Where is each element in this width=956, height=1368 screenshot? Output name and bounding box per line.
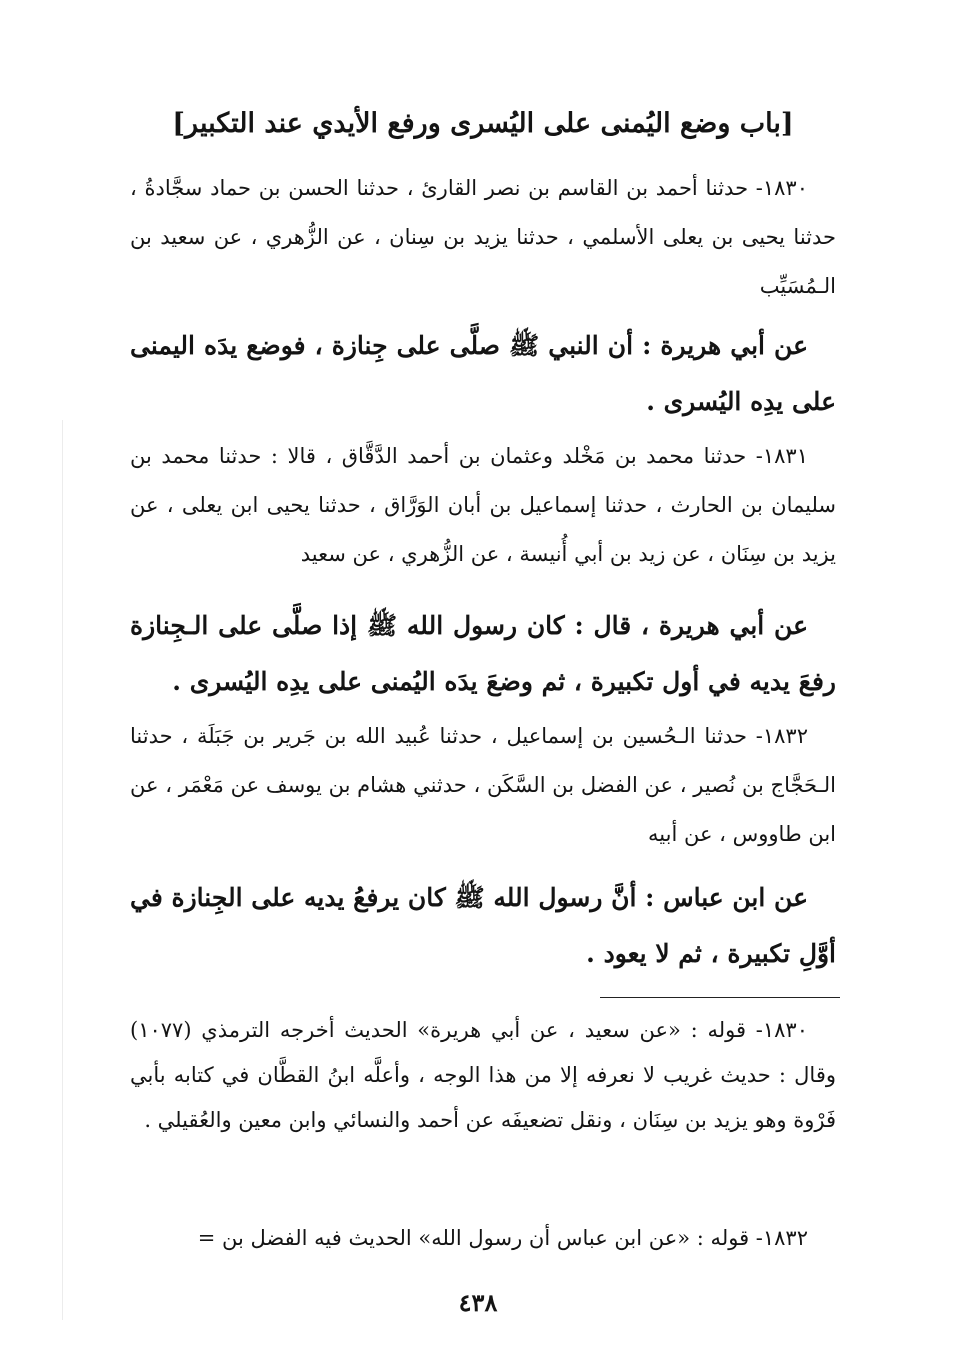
chapter-title: [باب وضع اليُمنى على اليُسرى ورفع الأيدي عند التكبير]: [172, 108, 794, 139]
page-number: ٤٣٨: [458, 1288, 498, 1317]
hadith-1832-matn: عن ابن عباس : أنَّ رسول الله ﷺ كان يرفعُ يديه على الجِنازة في أوَّلِ تكبيرة ، ثم لا يعود .: [130, 883, 836, 968]
hadith-1831-matn: عن أبي هريرة ، قال : كان رسول الله ﷺ إذا صلَّى على الـجِنازة رفعَ يديه في أول تكبيرة ، ثم وضعَ يدَه اليُمنى على يدِه اليُسرى .: [130, 611, 836, 696]
hadith-1830-matn: عن أبي هريرة : أن النبي ﷺ صلَّى على جِنازة ، فوضع يدَه اليمنى على يدِه اليُسرى .: [130, 331, 836, 416]
hadith-1830-isnad: ١٨٣٠- حدثنا أحمد بن القاسم بن نصر القارئ ، حدثنا الحسن بن حماد سجَّادةُ ، حدثنا يحيى بن يعلى الأسلمي ، حدثنا يزيد بن سِنان ، عن الزُّهري ، عن سعيد بن الـمُسَيِّب: [130, 176, 836, 298]
footnote-1830: ١٨٣٠- قوله : «عن سعيد ، عن أبي هريرة» الحديث أخرجه الترمذي (١٠٧٧) وقال : حديث غريب لا نعرفه إلا من هذا الوجه ، وأعلَّه ابنُ القطَّان في كتابه بأبي فَرْوة وهو يزيد بن سِنَان ، ونقل تضعيفَه عن أحمد والنسائي وابن معين والعُقيلي .: [130, 1018, 836, 1132]
scan-margin-shadow: [62, 420, 63, 1320]
hadith-1831-isnad: ١٨٣١- حدثنا محمد بن مَخْلد وعثمان بن أحمد الدَّقَّاق ، قالا : حدثنا محمد بن سليمان بن الحارث ، حدثنا إسماعيل بن أبان الوَرَّاق ، حدثنا يحيى ابن يعلى ، عن يزيد بن سِنَان ، عن زيد بن أبي أُنيسة ، عن الزُّهري ، عن سعيد: [130, 444, 836, 566]
footnote-separator: [600, 997, 840, 998]
footnote-1832: ١٨٣٢- قوله : «عن ابن عباس أن رسول الله» الحديث فيه الفضل بن =: [197, 1226, 808, 1250]
hadith-1832-isnad: ١٨٣٢- حدثنا الـحُسين بن إسماعيل ، حدثنا عُبيد الله بن جَرير بن جَبَلَة ، حدثنا الـحَجَّاج بن نُصير ، عن الفضل بن السَّكَن ، حدثني هشام بن يوسف عن مَعْمَر ، عن ابن طاووس ، عن أبيه: [130, 724, 836, 846]
